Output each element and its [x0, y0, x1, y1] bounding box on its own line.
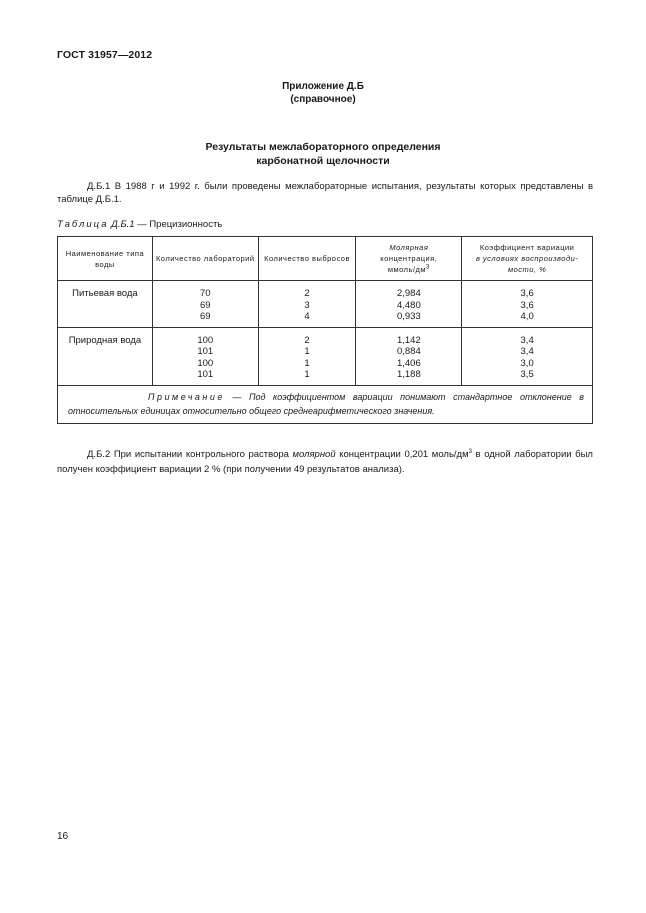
cell-value: 69 — [199, 311, 211, 322]
cell-cv — [462, 281, 593, 328]
table-caption — [57, 219, 222, 230]
appendix-title — [0, 80, 646, 106]
table-row-drinking-water — [58, 281, 593, 328]
cell-value: 0,884 — [396, 346, 421, 357]
cell-value: 1,188 — [396, 369, 421, 380]
cell-water-type: Природная вода — [58, 327, 153, 385]
cell-value: 4,0 — [520, 311, 534, 322]
col-header-labs: Количество лабораторий — [152, 237, 258, 281]
cell-value: 3,4 — [520, 346, 534, 357]
cell-value: 3,4 — [520, 334, 534, 346]
section-title-line1: Результаты межлабораторного определения — [205, 141, 441, 153]
cell-value: 1,142 — [396, 334, 421, 346]
cell-value: 1 — [304, 357, 310, 369]
col-header-cv-line1: Коэффициент вариации — [479, 243, 575, 252]
cell-value: 100 — [197, 334, 214, 346]
section-title-line2: карбонатной щелочности — [256, 155, 390, 167]
cell-value: 70 — [199, 288, 211, 299]
table-caption-title: Прецизионность — [149, 219, 223, 230]
col-header-concentration-italic: Молярная — [389, 243, 429, 252]
paragraph-db2-part1: Д.Б.2 При испытании контрольного раствора — [87, 449, 293, 460]
paragraph-db2 — [57, 447, 593, 477]
paragraph-db2-part3: в одной лаборатории был получен коэффициент вариации 2 % (при получении 49 результатов анализа). — [57, 449, 593, 475]
cell-value: 1 — [304, 369, 310, 380]
paragraph-db1: Д.Б.1 В 1988 г и 1992 г. были проведены межлабораторные испытания, результаты которых представлены в таблице Д.Б.1. — [57, 181, 593, 205]
cell-value: 4 — [304, 311, 310, 322]
cell-value: 101 — [197, 369, 214, 380]
paragraph-db2-italic: молярной — [292, 449, 336, 460]
col-header-concentration-rest: концентрация, — [380, 254, 438, 263]
table-caption-number: Д.Б.1 — [111, 219, 135, 230]
cell-cv — [462, 327, 593, 385]
paragraph-db2-sup: 3 — [468, 448, 472, 455]
cell-outliers — [258, 281, 356, 328]
cell-value: 69 — [199, 299, 211, 311]
table-caption-dash: — — [134, 219, 150, 230]
cell-water-type: Питьевая вода — [58, 281, 153, 328]
cell-value: 1,406 — [396, 357, 421, 369]
cell-value: 101 — [197, 346, 214, 357]
document-id: ГОСТ 31957—2012 — [57, 49, 153, 61]
cell-outliers — [258, 327, 356, 385]
cell-value: 3,0 — [520, 357, 534, 369]
table-caption-label: Таблица — [57, 219, 109, 230]
precision-table — [57, 236, 593, 424]
table-header-row — [58, 237, 593, 281]
col-header-cv — [462, 237, 593, 281]
cell-value: 3,6 — [520, 299, 534, 311]
table-note-row — [58, 385, 593, 423]
paragraph-db2-part2: концентрации 0,201 моль/дм — [335, 449, 469, 460]
page-number: 16 — [57, 831, 69, 842]
cell-value: 2,984 — [396, 288, 421, 299]
cell-concentration — [356, 327, 462, 385]
table-note-label: Примечание — [148, 391, 225, 402]
cell-value: 3 — [304, 299, 310, 311]
col-header-concentration-unit-sup: 3 — [426, 264, 430, 271]
col-header-concentration-unit: ммоль/дм — [387, 265, 427, 274]
col-header-water-type: Наименование типа воды — [58, 237, 153, 281]
cell-value: 2 — [304, 334, 310, 346]
table-note — [58, 385, 593, 423]
cell-concentration — [356, 281, 462, 328]
cell-value: 0,933 — [396, 311, 421, 322]
cell-value: 1 — [304, 346, 310, 357]
col-header-cv-italic: в условиях воспроизводи-мости, % — [475, 254, 579, 274]
cell-labs — [152, 281, 258, 328]
cell-value: 2 — [304, 288, 310, 299]
cell-value: 4,480 — [396, 299, 421, 311]
cell-labs — [152, 327, 258, 385]
col-header-outliers: Количество выбросов — [258, 237, 356, 281]
table-note-text: — Под коэффициентом вариации понимают стандартное отклонение в относительных единицах относительно общего среднеарифметического значения. — [68, 391, 584, 416]
appendix-subtitle: (справочное) — [290, 94, 356, 105]
section-title — [0, 140, 646, 168]
cell-value: 3,6 — [520, 288, 534, 299]
table-row-natural-water — [58, 327, 593, 385]
appendix-label: Приложение Д.Б — [282, 81, 364, 92]
cell-value: 100 — [197, 357, 214, 369]
cell-value: 3,5 — [520, 369, 534, 380]
col-header-concentration — [356, 237, 462, 281]
